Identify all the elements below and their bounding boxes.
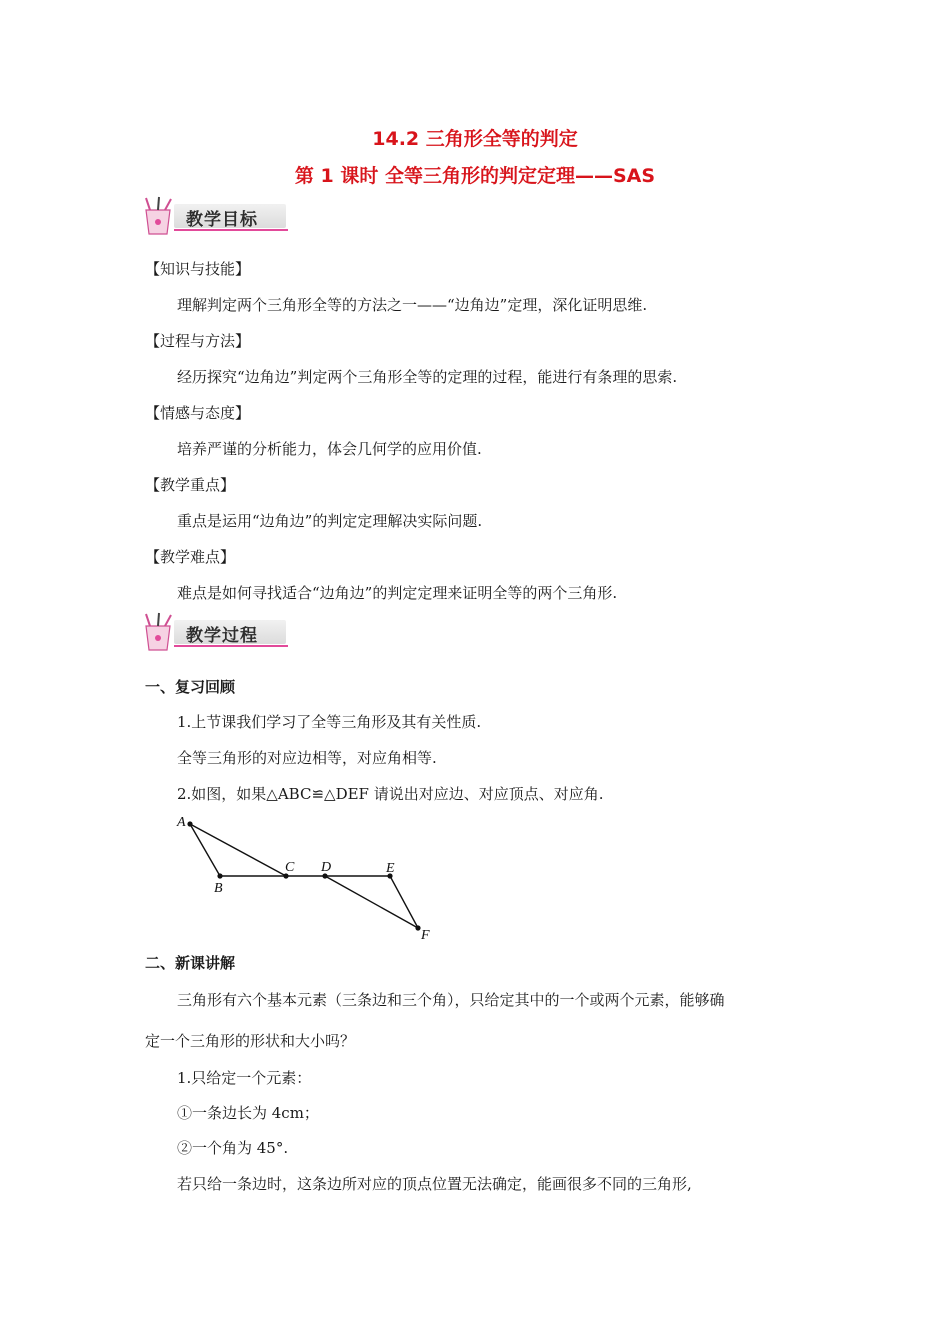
review-heading: 一、复习回顾 <box>145 678 236 696</box>
difficulty-text: 难点是如何寻找适合“边角边”的判定定理来证明全等的两个三角形. <box>177 584 618 602</box>
new-lesson-heading: 二、新课讲解 <box>145 954 236 972</box>
new-lesson-case-1: ①一条边长为 4cm； <box>177 1104 319 1122</box>
point-f <box>415 925 420 930</box>
process-text: 经历探究“边角边”判定两个三角形全等的定理的过程，能进行有条理的思索. <box>177 368 678 386</box>
key-text: 重点是运用“边角边”的判定定理解决实际问题. <box>177 512 483 530</box>
review-item-1-answer: 全等三角形的对应边相等，对应角相等. <box>177 749 437 767</box>
process-heading: 【过程与方法】 <box>145 332 251 350</box>
label-c: C <box>285 860 295 875</box>
section-banner-goals <box>140 196 290 240</box>
pencil-cup-icon <box>140 196 180 240</box>
point-a <box>187 821 192 826</box>
knowledge-text: 理解判定两个三角形全等的方法之一——“边角边”定理，深化证明思维. <box>177 296 648 314</box>
review-item-2: 2.如图，如果△ABC≌△DEF 请说出对应边、对应顶点、对应角. <box>177 785 604 803</box>
page-subtitle: 第 1 课时 全等三角形的判定定理——SAS <box>294 165 656 187</box>
key-heading: 【教学重点】 <box>145 476 236 494</box>
new-lesson-case-2: ②一个角为 45°. <box>177 1139 289 1157</box>
label-d: D <box>321 860 332 875</box>
difficulty-heading: 【教学难点】 <box>145 548 236 566</box>
label-b: B <box>214 881 223 896</box>
new-lesson-para-1-line-2: 定一个三角形的形状和大小吗？ <box>145 1032 356 1050</box>
new-lesson-para-2: 若只给一条边时，这条边所对应的顶点位置无法确定，能画很多不同的三角形, <box>177 1175 692 1193</box>
emotion-text: 培养严谨的分析能力，体会几何学的应用价值. <box>177 440 482 458</box>
new-lesson-sub-1: 1.只给定一个元素： <box>177 1069 312 1087</box>
pencil-cup-icon <box>140 612 180 656</box>
label-e: E <box>386 861 395 876</box>
banner-label: 教学目标 <box>186 210 258 230</box>
label-a: A <box>177 815 186 830</box>
banner-label: 教学过程 <box>186 626 258 646</box>
page-title: 14.2 三角形全等的判定 <box>372 128 578 150</box>
emotion-heading: 【情感与态度】 <box>145 404 251 422</box>
label-f: F <box>421 928 430 942</box>
section-banner-process <box>140 612 290 656</box>
point-b <box>217 873 222 878</box>
new-lesson-para-1-line-1: 三角形有六个基本元素（三条边和三个角），只给定其中的一个或两个元素，能够确 <box>177 991 725 1009</box>
congruent-triangles-figure <box>168 808 440 942</box>
knowledge-heading: 【知识与技能】 <box>145 260 251 278</box>
review-item-1: 1.上节课我们学习了全等三角形及其有关性质. <box>177 713 482 731</box>
